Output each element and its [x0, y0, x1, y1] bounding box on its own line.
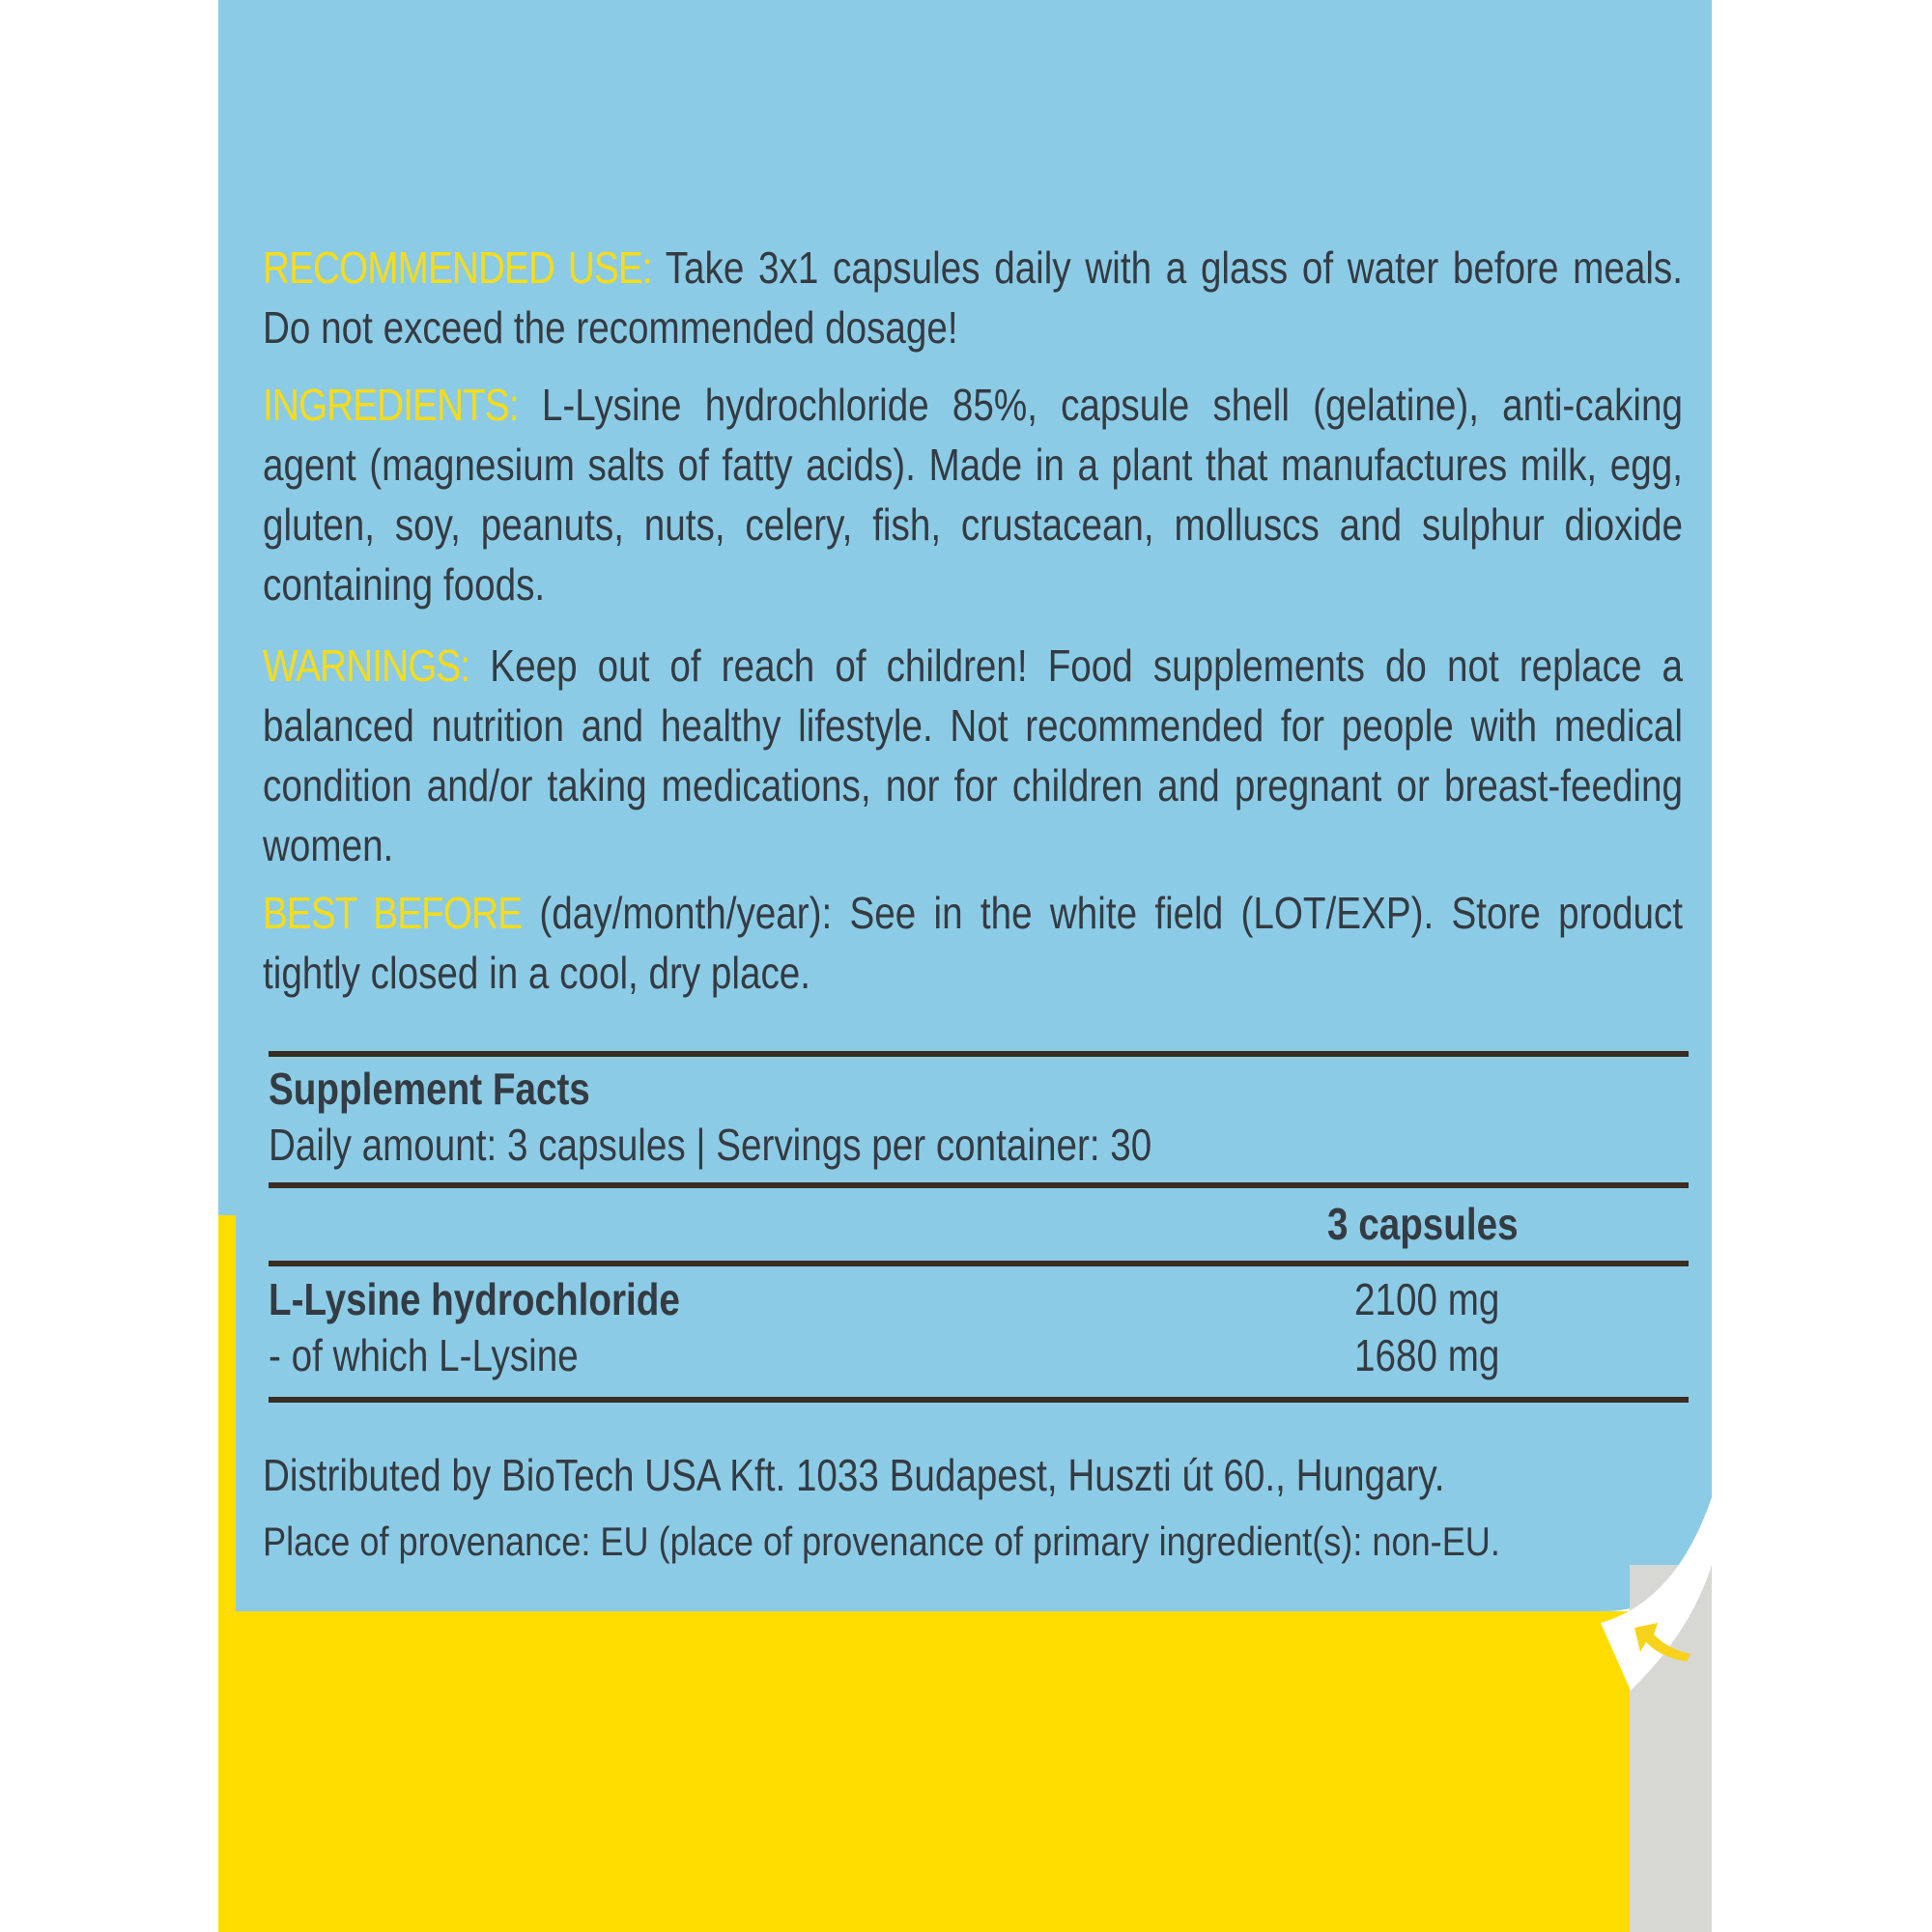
- facts-rule: [269, 1182, 1689, 1188]
- facts-rule: [269, 1261, 1689, 1266]
- section-label: RECOMMENDED USE:: [263, 242, 652, 293]
- section-label: INGREDIENTS:: [263, 380, 519, 430]
- fact-row-name: - of which L-Lysine: [269, 1330, 579, 1380]
- section-text: Keep out of reach of children! Food supplements do not replace a balanced nutrition and healthy lifestyle. Not recommended for people with medical condition and/or taking medications, nor for children and pregnant or breast-feeding women.: [263, 640, 1683, 870]
- fact-row-amount: 1680 mg: [1354, 1330, 1500, 1380]
- best-before-section: [263, 883, 1683, 1003]
- section-label: WARNINGS:: [263, 640, 470, 691]
- yellow-package-area: [218, 1611, 1630, 1932]
- recommended-use-section: [263, 238, 1683, 357]
- fact-row-name: L-Lysine hydrochloride: [269, 1274, 680, 1324]
- peel-corner-curved-arrow-icon: [1584, 1488, 1719, 1700]
- section-text: Take 3x1 capsules daily with a glass of water before meals. Do not exceed the recommended dosage!: [263, 242, 1683, 353]
- facts-bottom-rule: [269, 1397, 1689, 1403]
- supplement-facts-title: Supplement Facts: [269, 1064, 590, 1114]
- distributor-text: Distributed by BioTech USA Kft. 1033 Budapest, Huszti út 60., Hungary.: [263, 1450, 1445, 1500]
- section-text: (day/month/year): See in the white field (LOT/EXP). Store product tightly closed in a cool, dry place.: [263, 888, 1683, 998]
- provenance-text: Place of provenance: EU (place of provenance of primary ingredient(s): non-EU.: [263, 1519, 1500, 1564]
- fact-row-amount: 2100 mg: [1354, 1274, 1500, 1324]
- ingredients-section: [263, 375, 1683, 614]
- section-text: L-Lysine hydrochloride 85%, capsule shell (gelatine), anti-caking agent (magnesium salts of fatty acids). Made in a plant that manufactures milk, egg, gluten, soy, peanuts, nuts, celery, fish, crustacean, molluscs and sulphur dioxide containing foods.: [263, 380, 1683, 610]
- column-header: 3 capsules: [1327, 1199, 1519, 1249]
- warnings-section: [263, 636, 1683, 875]
- serving-info: Daily amount: 3 capsules | Servings per container: 30: [269, 1120, 1152, 1170]
- facts-top-rule: [269, 1051, 1689, 1057]
- yellow-edge-strip: [218, 1215, 236, 1621]
- section-label: BEST BEFORE: [263, 888, 523, 938]
